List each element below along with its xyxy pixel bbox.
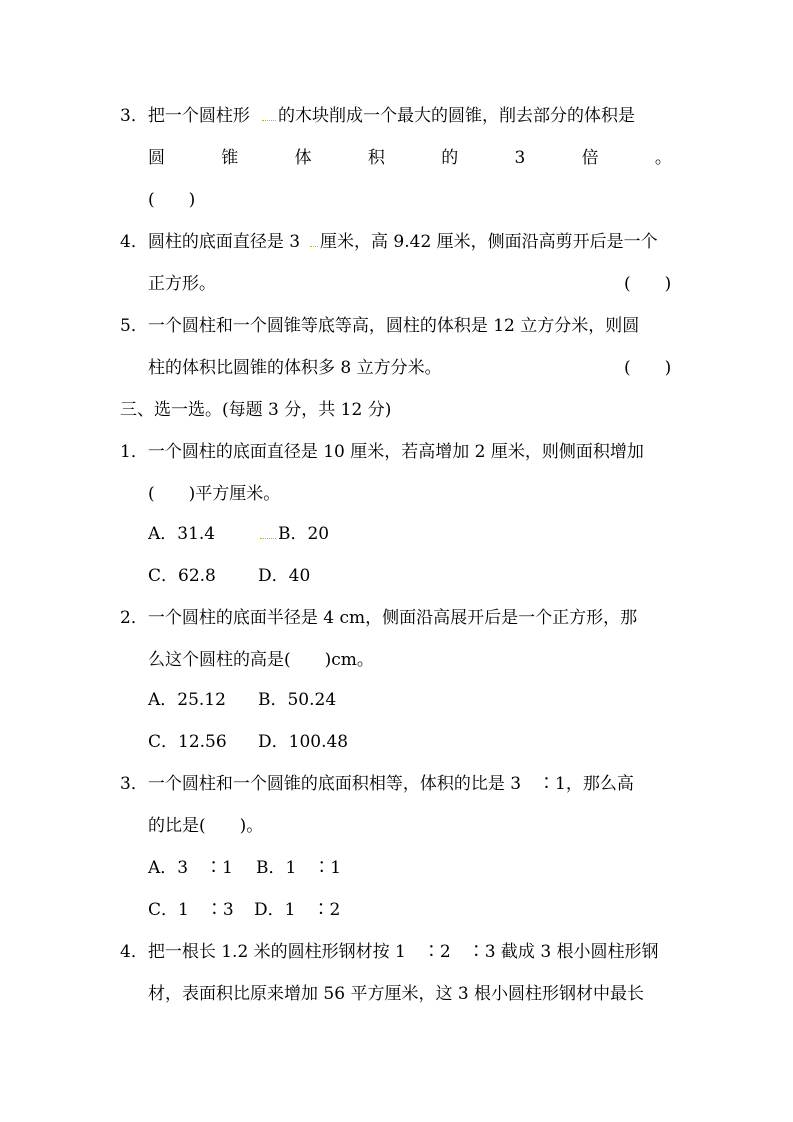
judge-q5-text-1: 5．一个圆柱和一个圆锥等底等高，圆柱的体积是 12 立方分米，则圆	[120, 316, 640, 336]
choice-q4-line2	[0, 982, 793, 1006]
choice-q1-line2	[0, 482, 793, 506]
choice-q1-option-a[interactable]: A．31.4	[148, 524, 216, 544]
judge-q3-text-b: 的木块削成一个最大的圆锥，削去部分的体积是	[278, 106, 635, 126]
judge-q3-char: 。	[654, 148, 672, 168]
choice-q2-text-1: 2．一个圆柱的底面半径是 4 cm，侧面沿高展开后是一个正方形，那	[120, 608, 638, 628]
choice-q2-options-cd	[0, 730, 793, 754]
choice-q3-text-1: 3．一个圆柱和一个圆锥的底面积相等，体积的比是 3 ∶1，那么高	[120, 774, 634, 794]
choice-q3-line1	[0, 772, 793, 796]
choice-q2-option-a[interactable]: A．25.12	[148, 690, 226, 710]
choice-q4-text-1: 4．把一根长 1.2 米的圆柱形钢材按 1 ∶2 ∶3 截成 3 根小圆柱形钢	[120, 942, 659, 962]
judge-q4-text-2: 正方形。	[148, 274, 216, 294]
choice-q1-options-ab	[0, 522, 793, 546]
choice-q4-text-2: 材，表面积比原来增加 56 平方厘米，这 3 根小圆柱形钢材中最长	[148, 984, 645, 1004]
judge-q5-line1	[0, 314, 793, 338]
choice-q1-line1	[0, 440, 793, 464]
choice-q2-text-2: 么这个圆柱的高是( )cm。	[148, 650, 374, 670]
choice-q4-line1	[0, 940, 793, 964]
judge-q3-char: 3	[514, 148, 526, 168]
judge-q4-answer-paren[interactable]: ( )	[624, 274, 672, 294]
choice-q1-text-1: 1．一个圆柱的底面直径是 10 厘米，若高增加 2 厘米，则侧面积增加	[120, 442, 644, 462]
judge-q3-char: 的	[441, 148, 459, 168]
choice-q2-option-d[interactable]: D．100.48	[258, 732, 349, 752]
judge-q3-char: 锥	[221, 148, 239, 168]
judge-q3-char: 体	[294, 148, 312, 168]
choice-q2-option-b[interactable]: B．50.24	[258, 690, 337, 710]
judge-q5-line2	[0, 356, 793, 380]
choice-q1-text-2: ( )平方厘米。	[148, 484, 281, 504]
section-3-heading: 三、选一选。(每题 3 分，共 12 分)	[120, 400, 392, 420]
judge-q3-answer-paren[interactable]: ( )	[148, 190, 196, 210]
choice-q3-option-a[interactable]: A．3 ∶1	[148, 858, 233, 878]
choice-q3-text-2: 的比是( )。	[148, 816, 264, 836]
judge-q3-line1	[0, 104, 793, 128]
judge-q3-char: 积	[367, 148, 385, 168]
judge-q4-line1	[0, 230, 793, 254]
choice-q3-options-cd	[0, 898, 793, 922]
choice-q3-options-ab	[0, 856, 793, 880]
choice-q3-option-c[interactable]: C．1 ∶3	[148, 900, 234, 920]
section-heading	[0, 398, 793, 422]
judge-q3-line3	[0, 188, 793, 212]
choice-q1-option-d[interactable]: D．40	[258, 566, 311, 586]
annotation-mark	[262, 104, 276, 128]
choice-q3-option-b[interactable]: B．1 ∶1	[256, 858, 342, 878]
choice-q2-line2	[0, 648, 793, 672]
judge-q3-text-a: 3．把一个圆柱形	[120, 106, 250, 126]
judge-q4-text-b: 厘米，高 9.42 厘米，侧面沿高剪开后是一个	[320, 232, 658, 252]
annotation-mark	[260, 522, 276, 546]
choice-q2-line1	[0, 606, 793, 630]
choice-q2-options-ab	[0, 688, 793, 712]
annotation-mark	[310, 230, 318, 254]
choice-q1-options-cd	[0, 564, 793, 588]
judge-q5-answer-paren[interactable]: ( )	[624, 358, 672, 378]
judge-q4-text-a: 4．圆柱的底面直径是 3	[120, 232, 301, 252]
choice-q1-option-c[interactable]: C．62.8	[148, 566, 216, 586]
choice-q3-line2	[0, 814, 793, 838]
judge-q3-char: 倍	[581, 148, 599, 168]
judge-q3-line2	[148, 146, 672, 170]
choice-q3-option-d[interactable]: D．1 ∶2	[254, 900, 341, 920]
choice-q2-option-c[interactable]: C．12.56	[148, 732, 227, 752]
judge-q4-line2	[0, 272, 793, 296]
choice-q1-option-b[interactable]: B．20	[278, 524, 330, 544]
judge-q3-char: 圆	[148, 148, 165, 168]
judge-q5-text-2: 柱的体积比圆锥的体积多 8 立方分米。	[148, 358, 442, 378]
